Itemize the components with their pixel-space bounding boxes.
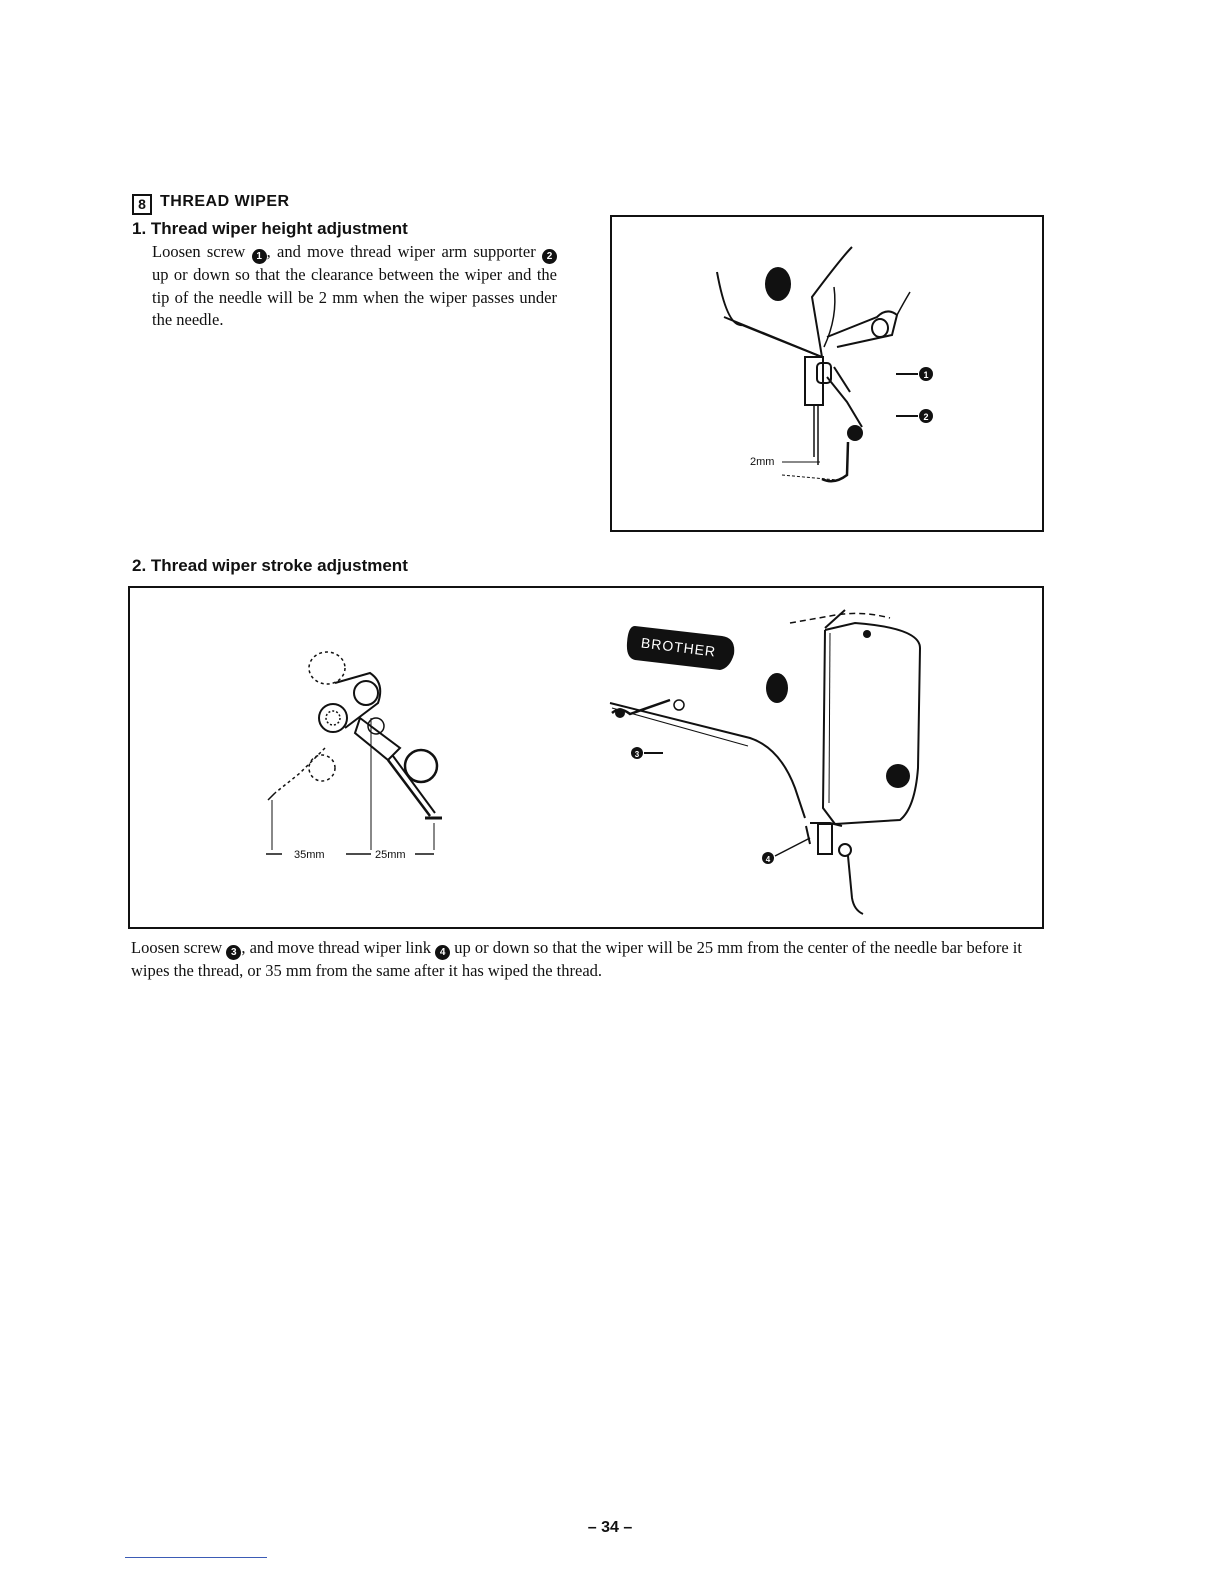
para2-text-b: , and move thread wiper link bbox=[241, 938, 436, 957]
section-number-box: 8 bbox=[132, 194, 152, 215]
linkage-diagram bbox=[266, 652, 442, 861]
brand-label: BROTHER bbox=[640, 634, 718, 660]
para2-text-c: up or down so that the wiper will be 25 mm from the center of the needle bar before it wipes the thread, or 35 mm from the same after it has wiped the thread. bbox=[131, 938, 1022, 980]
dimension-25mm-label: 25mm bbox=[375, 849, 406, 861]
machine-head-drawing bbox=[610, 610, 920, 914]
footer-rule bbox=[125, 1557, 267, 1558]
figure-wiper-height bbox=[610, 215, 1044, 532]
dimension-2mm-label: 2mm bbox=[750, 456, 775, 468]
para1-text-b: , and move thread wiper arm supporter bbox=[266, 242, 542, 261]
marker-3-icon: 3 bbox=[226, 945, 241, 960]
marker-4-icon: 4 bbox=[435, 945, 450, 960]
subsection-1-title: 1. Thread wiper height adjustment bbox=[132, 219, 408, 238]
callout-4-label: 4 bbox=[765, 855, 771, 864]
figure-wiper-height-illustration bbox=[612, 217, 1042, 530]
para1-text-c: up or down so that the clearance between the wiper and the tip of the needle will be 2 mm when the wiper passes under the needle. bbox=[152, 265, 557, 329]
subsection-2-paragraph bbox=[131, 937, 1039, 983]
para1-text-a: Loosen screw bbox=[152, 242, 252, 261]
callout-1-label: 1 bbox=[923, 370, 929, 380]
page-number: – 34 – bbox=[587, 1519, 633, 1536]
marker-2-icon: 2 bbox=[542, 249, 557, 264]
figure-wiper-stroke bbox=[128, 586, 1044, 929]
figure-wiper-stroke-illustration bbox=[130, 588, 1042, 927]
dimension-35mm-label: 35mm bbox=[294, 849, 325, 861]
callout-3-label: 3 bbox=[634, 750, 640, 759]
marker-1-icon: 1 bbox=[252, 249, 267, 264]
callout-2-label: 2 bbox=[923, 412, 929, 422]
para2-text-a: Loosen screw bbox=[131, 938, 227, 957]
section-title: THREAD WIPER bbox=[160, 193, 290, 210]
subsection-1-paragraph bbox=[152, 241, 557, 332]
subsection-2-title: 2. Thread wiper stroke adjustment bbox=[132, 556, 408, 575]
